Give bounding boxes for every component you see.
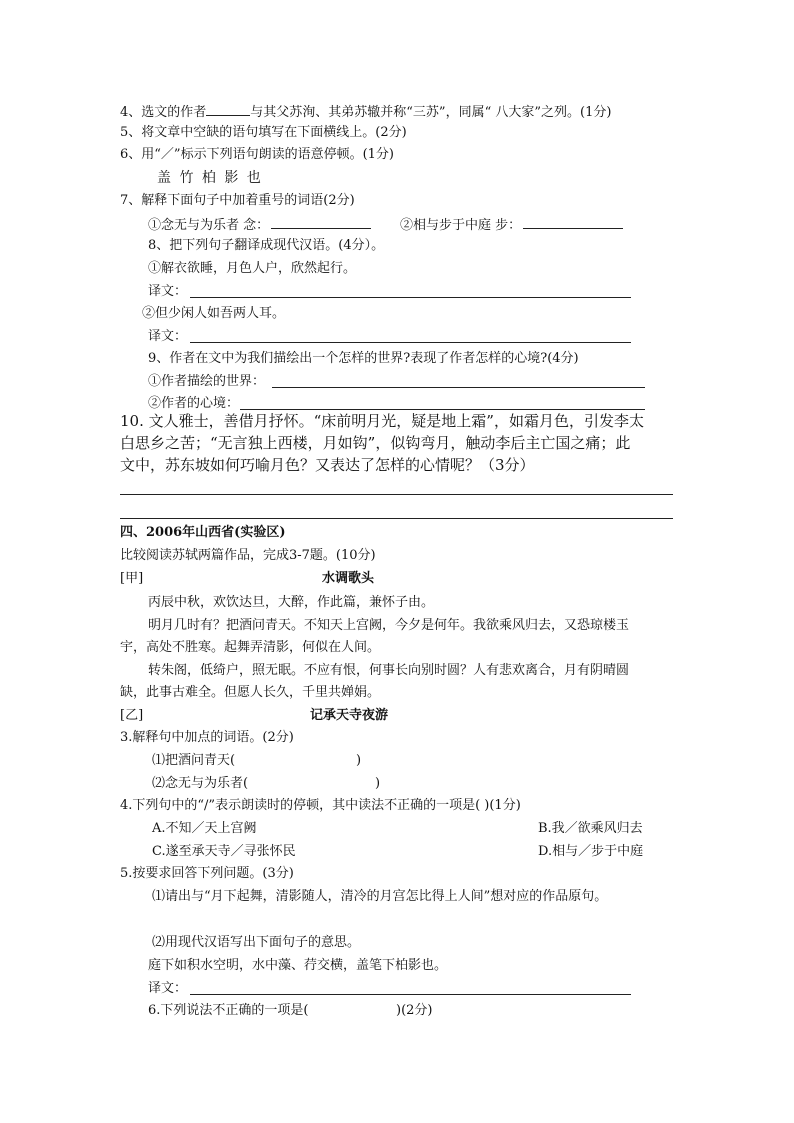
question-7: 7、解释下面句子中加着重号的词语(2分) <box>120 193 355 208</box>
question-7-item-a-text: ①念无与为乐者 念： <box>148 218 270 233</box>
question-3-item-b-close: ) <box>375 776 381 791</box>
option-c: C.遂至承天寺／寻张怀民 <box>152 844 296 859</box>
question-9-item-a: ①作者描绘的世界： <box>148 374 266 389</box>
answer-line <box>190 342 631 343</box>
question-7-item-b-text: ②相与步于中庭 步： <box>400 218 522 233</box>
option-d: D.相与／步于中庭 <box>538 844 644 859</box>
question-10-line-2: 白思乡之苦；“无言独上西楼，月如钩”，似钩弯月，触动李后主亡国之痛；此 <box>120 434 631 452</box>
question-9: 9、作者在文中为我们描绘出一个怎样的世界?表现了作者怎样的心境?(4分) <box>148 351 579 366</box>
poem-line: 宇，高处不胜寒。起舞弄清影，何似在人间。 <box>120 640 381 655</box>
question-3-item-b: ⑵念无与为乐者( <box>152 776 249 791</box>
author-blank <box>206 103 250 116</box>
question-4-suffix: 与其父苏洵、其弟苏辙并称“三苏”，同属“ 八大家”之列。(1分) <box>250 105 612 120</box>
poem-line: 转朱阁，低绮户，照无眠。不应有恨，何事长向别时圆？人有悲欢离合，月有阴晴圆 <box>148 663 630 678</box>
question-4-prefix: 4、选文的作者 <box>120 105 207 120</box>
question-8-item-b: ②但少闲人如吾两人耳。 <box>142 306 286 321</box>
answer-line <box>190 297 631 298</box>
translation-label: 译文： <box>148 329 188 344</box>
question-7-item-b <box>400 216 623 232</box>
question-8: 8、把下列句子翻译成现代汉语。(4分）。 <box>148 238 385 253</box>
passage-b-title: 记承天寺夜游 <box>310 708 389 723</box>
section-intro: 比较阅读苏轼两篇作品，完成3-7题。(10分) <box>120 548 376 563</box>
passage-a-title: 水调歌头 <box>322 571 375 586</box>
question-5-sentence: 庭下如积水空明，水中藻、荇交横，盖笔下柏影也。 <box>148 958 448 973</box>
answer-line <box>120 518 673 519</box>
option-a: A.不知／天上宫阙 <box>152 821 257 836</box>
question-10-line-3: 文中，苏东坡如何巧喻月色？又表达了怎样的心情呢？（3分） <box>120 456 535 474</box>
question-5-item-2: ⑵用现代汉语写出下面句子的意思。 <box>152 935 361 950</box>
question-8-item-a: ①解衣欲睡，月色人户，欣然起行。 <box>148 261 357 276</box>
question-3: 3.解释句中加点的词语。(2分) <box>120 730 294 745</box>
question-6-phrase: 盖 竹 柏 影 也 <box>157 170 263 186</box>
question-7-item-a <box>148 216 371 232</box>
passage-b-label: [乙] <box>120 708 144 723</box>
question-7-item-a-blank <box>271 216 371 229</box>
question-5: 5、将文章中空缺的语句填写在下面横线上。(2分) <box>120 125 407 140</box>
poem-line: 缺，此事古难全。但愿人长久，千里共婵娟。 <box>120 685 381 700</box>
poem-preface: 丙辰中秋，欢饮达旦，大醉，作此篇，兼怀子由。 <box>148 595 435 610</box>
question-6-b-suffix: )(2分) <box>396 1003 433 1018</box>
answer-line <box>190 994 631 995</box>
question-4 <box>120 103 611 119</box>
question-4-b: 4.下列句中的“/”表示朗读时的停顿，其中读法不正确的一项是( )(1分) <box>120 798 521 813</box>
passage-a-label: [甲] <box>120 571 144 586</box>
question-10-line-1: 10. 文人雅士，善借月抒怀。“床前明月光，疑是地上霜”，如霜月色，引发李太 <box>120 412 644 430</box>
answer-line <box>120 494 673 495</box>
translation-label: 译文： <box>148 284 188 299</box>
question-6-b-prefix: 6.下列说法不正确的一项是( <box>148 1003 309 1018</box>
question-3-item-a-close: ) <box>356 753 362 768</box>
question-7-item-b-blank <box>523 216 623 229</box>
question-6: 6、用“／”标示下列语句朗读的语意停顿。(1分) <box>120 147 394 162</box>
question-3-item-a: ⑴把酒问青天( <box>152 753 236 768</box>
translation-label: 译文： <box>148 981 188 996</box>
poem-line: 明月几时有？把酒问青天。不知天上宫阙，今夕是何年。我欲乘风归去，又恐琼楼玉 <box>148 618 630 633</box>
section-heading: 四、2006年山西省(实验区) <box>120 525 286 540</box>
answer-line <box>272 387 645 388</box>
answer-line <box>240 409 645 410</box>
question-5-item-1: ⑴请出与“月下起舞，清影随人，清冷的月宫怎比得上人间”想对应的作品原句。 <box>152 889 608 904</box>
question-9-item-b: ②作者的心境： <box>148 396 240 411</box>
question-5-b: 5.按要求回答下列问题。(3分) <box>120 866 294 881</box>
option-b: B.我／欲乘风归去 <box>538 821 643 836</box>
